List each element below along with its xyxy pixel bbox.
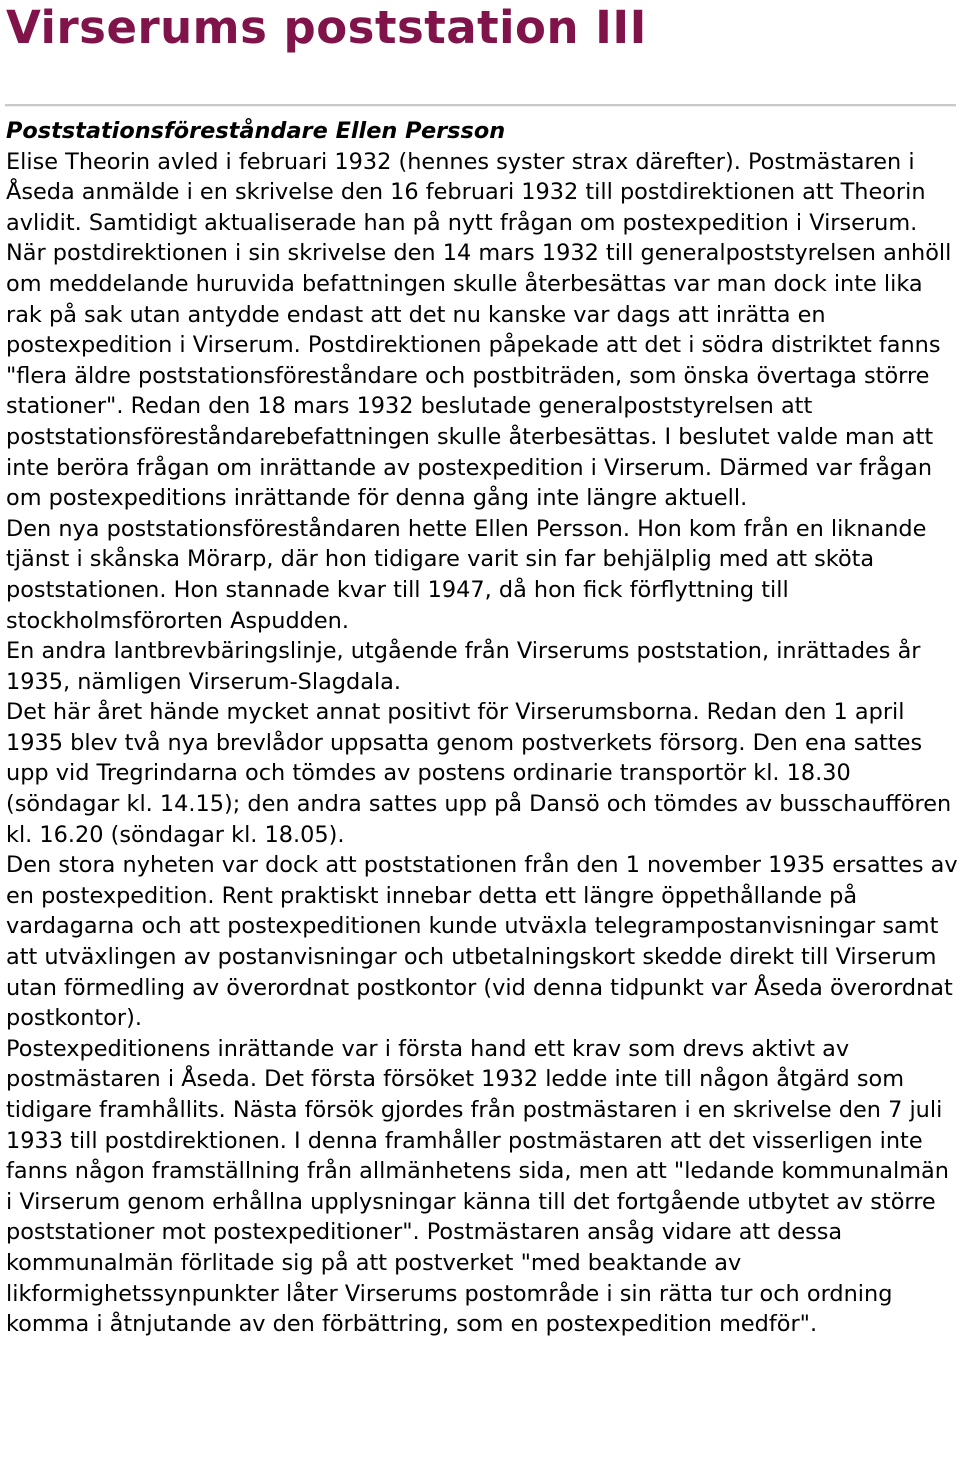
paragraph-postexpedition: Den stora nyheten var dock att poststationen från den 1 november 1935 ersattes av en postexpedition. Rent praktiskt innebar detta ett längre öppethållande på vardagarna och att postexpeditionen kunde utväxla telegrampostanvisningar samt att utväxlingen av postanvisningar och utbetalningskort skedde direkt till Virserum utan förmedling av överordnat postkontor (vid denna tidpunkt var Åseda överordnat postkontor).: [6, 852, 958, 1032]
paragraph-ellen-persson: Den nya poststationsföreståndaren hette Ellen Persson. Hon kom från en liknande tjänst i skånska Mörarp, där hon tidigare varit sin far behjälplig med att sköta poststationen. Hon stannade kvar till 1947, då hon fick förflyttning till stockholmsförorten Aspudden.: [6, 515, 927, 634]
paragraph-mailboxes: Det här året hände mycket annat positivt för Virserumsborna. Redan den 1 april 1935 blev två nya brevlådor uppsatta genom postverkets försorg. Den ena sattes upp vid Tregrindarna och tömdes av postens ordinarie transportör kl. 18.30 (söndagar kl. 14.15); den andra sattes upp på Dansö och tömdes av busschauffören kl. 16.20 (söndagar kl. 18.05).: [6, 699, 952, 848]
paragraph-postmaster-efforts: Postexpeditionens inrättande var i första hand ett krav som drevs aktivt av postmästaren i Åseda. Det första försöket 1932 ledde inte till någon åtgärd som tidigare framhållits. Nästa försök gjordes från postmästaren i en skrivelse den 7 juli 1933 till postdirektionen. I denna framhåller postmästaren att det visserligen inte fanns någon framställning från allmänhetens sida, men att "ledande kommunalmän i Virserum genom erhållna upplysningar känna till det fortgående utbytet av större poststationer mot postexpeditioner". Postmästaren ansåg vidare att dessa kommunalmän förlitade sig på att postverket "med beaktande av likformighetssynpunkter låter Virserums postområde i sin rätta tur och ordning komma i åtnjutande av den förbättring, som en postexpedition medför".: [6, 1035, 949, 1338]
page-title: Virserums poststation III: [6, 1, 647, 54]
section-heading: Poststationsföreståndare Ellen Persson: [6, 118, 506, 144]
paragraph-theorin-death: Elise Theorin avled i februari 1932 (hennes syster strax därefter). Postmästaren i Åseda anmälde i en skrivelse den 16 februari 1932 till postdirektionen att Theorin avlidit. Samtidigt aktualiserade han på nytt frågan om postexpedition i Virserum. När postdirektionen i sin skrivelse den 14 mars 1932 till generalpoststyrelsen anhöll om meddelande huruvida befattningen skulle återbesättas var man dock inte lika rak på sak utan antydde endast att det nu kanske var dags att inrätta en postexpedition i Virserum. Postdirektionen påpekade att det i södra distriktet fanns "flera äldre poststationsföreståndare och postbiträden, som önska övertaga större stationer". Redan den 18 mars 1932 beslutade generalpoststyrelsen att poststationsföreståndarebefattningen skulle återbesättas. I beslutet valde man att inte beröra frågan om inrättande av postexpedition i Virserum. Därmed var frågan om postexpeditions inrättande för denna gång inte längre aktuell.: [6, 148, 952, 512]
paragraph-second-route: En andra lantbrevbäringslinje, utgående från Virserums poststation, inrättades år 1935, nämligen Virserum-Slagdala.: [6, 638, 921, 695]
article-body: [6, 116, 958, 1340]
title-divider: [5, 104, 956, 107]
